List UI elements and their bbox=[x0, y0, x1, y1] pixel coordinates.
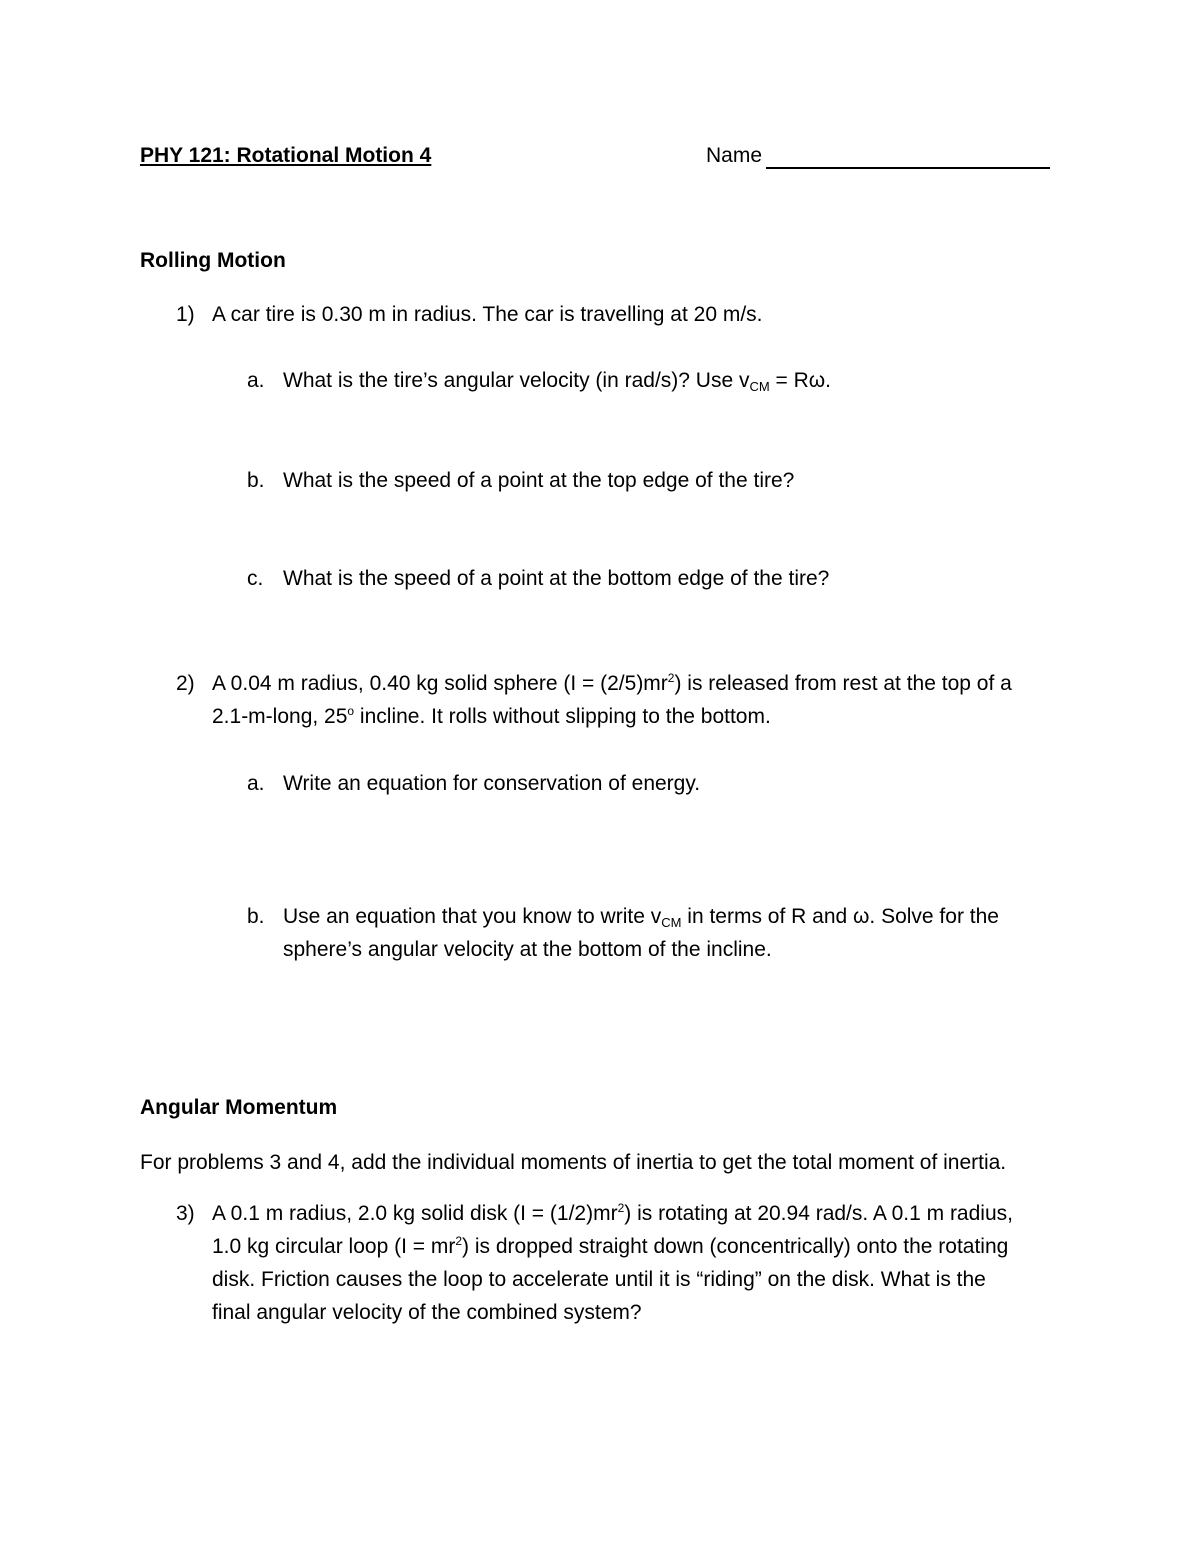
question-2b-letter: b. bbox=[247, 905, 265, 928]
question-2a-text: Write an equation for conservation of energy. bbox=[283, 772, 701, 795]
name-blank-line bbox=[766, 167, 1050, 169]
section-title-angular-momentum: Angular Momentum bbox=[140, 1096, 338, 1119]
question-1a-text: What is the tire’s angular velocity (in rad/s)? Use $v_{CM} = R\omega$. bbox=[283, 369, 832, 394]
question-1b-letter: b. bbox=[247, 469, 265, 492]
question-2b-line-1: Use an equation that you know to write $v_{CM}$ in terms of R and ω. Solve for the bbox=[283, 905, 999, 930]
question-1-number: 1) bbox=[176, 303, 195, 326]
question-1b-text: What is the speed of a point at the top edge of the tire? bbox=[283, 469, 795, 492]
question-2a-letter: a. bbox=[247, 772, 265, 795]
question-3-line-4: final angular velocity of the combined system? bbox=[212, 1301, 642, 1324]
question-2-line-1: A 0.04 m radius, 0.40 kg solid sphere $(I = (2/5)mr^2)$ is released from rest at the top of a bbox=[212, 671, 1012, 695]
question-2b-line-2: sphere’s angular velocity at the bottom of the incline. bbox=[283, 938, 772, 961]
question-1-text: A car tire is 0.30 m in radius. The car is travelling at 20 m/s. bbox=[212, 303, 763, 326]
section-title-rolling-motion: Rolling Motion bbox=[140, 249, 286, 272]
question-2-number: 2) bbox=[176, 672, 195, 695]
question-3-line-1: A 0.1 m radius, 2.0 kg solid disk $(I = (1/2)mr^2)$ is rotating at 20.94 rad/s. A 0.1 m radius, bbox=[212, 1201, 1013, 1225]
question-3-line-2: 1.0 kg circular loop $(I = mr^2)$ is dropped straight down (concentrically) onto the rotating bbox=[212, 1234, 1009, 1258]
question-2-line-2: 2.1-m-long, 25$^o$ incline. It rolls without slipping to the bottom. bbox=[212, 704, 771, 728]
question-1c-text: What is the speed of a point at the bottom edge of the tire? bbox=[283, 567, 830, 590]
name-label: Name bbox=[706, 144, 763, 167]
section-2-intro: For problems 3 and 4, add the individual moments of inertia to get the total moment of inertia. bbox=[140, 1151, 1007, 1174]
question-1c-letter: c. bbox=[247, 567, 264, 590]
question-1a-letter: a. bbox=[247, 369, 265, 392]
question-3-line-3: disk. Friction causes the loop to accelerate until it is “riding” on the disk. What is the bbox=[212, 1268, 986, 1291]
course-title: PHY 121: Rotational Motion 4 bbox=[140, 144, 432, 167]
question-3-number: 3) bbox=[176, 1202, 195, 1225]
